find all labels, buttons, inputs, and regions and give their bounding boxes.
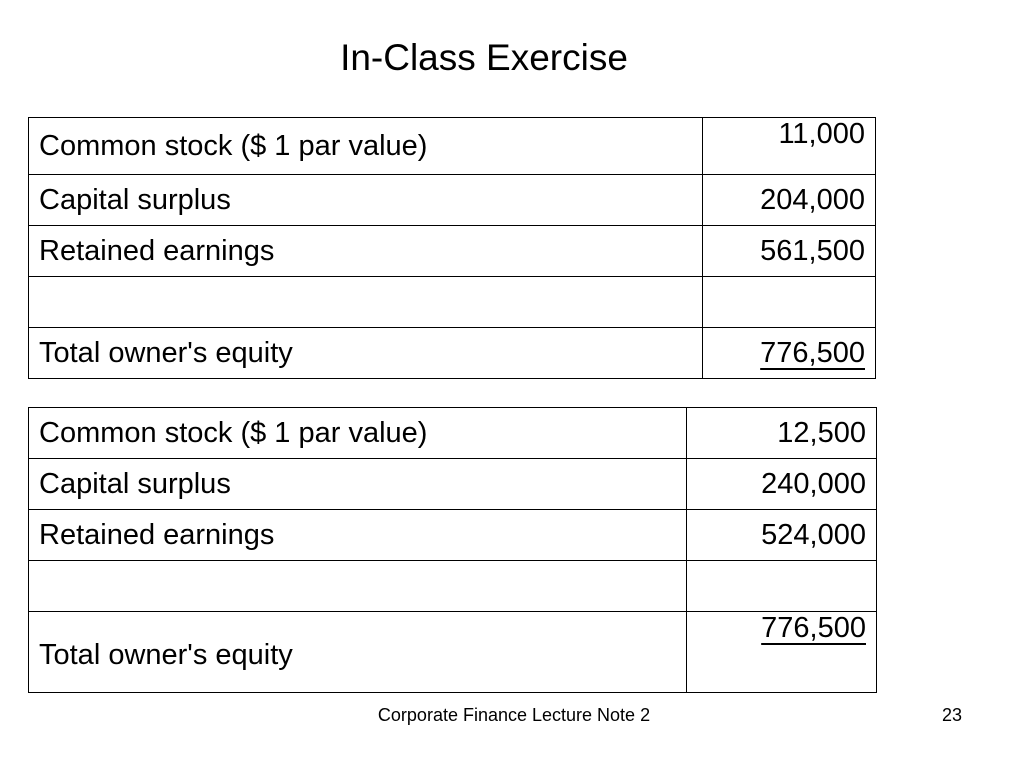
table-row [29,175,876,226]
row-value: 240,000 [687,459,877,510]
total-value [687,612,877,693]
row-label: Common stock ($ 1 par value) [29,118,703,175]
table-row [29,459,877,510]
total-value [703,328,876,379]
total-label: Total owner's equity [29,612,687,693]
row-label: Capital surplus [29,459,687,510]
total-label: Total owner's equity [29,328,703,379]
table-row-empty [29,561,877,612]
table-row-total [29,612,877,693]
table-row-empty [29,277,876,328]
footer-text: Corporate Finance Lecture Note 2 [377,705,651,725]
row-label: Capital surplus [29,175,703,226]
row-value [687,561,877,612]
row-value: 524,000 [687,510,877,561]
row-value: 561,500 [703,226,876,277]
table-row-total [29,328,876,379]
table-row [29,510,877,561]
equity-table-1 [28,117,876,379]
row-label: Retained earnings [29,226,703,277]
row-label [29,561,687,612]
slide-title: In-Class Exercise [340,37,628,78]
row-value: 12,500 [687,408,877,459]
equity-table-2 [28,407,877,693]
total-value-text: 776,500 [761,612,866,644]
row-label: Common stock ($ 1 par value) [29,408,687,459]
row-label [29,277,703,328]
row-value: 11,000 [703,118,876,175]
total-value-text: 776,500 [760,336,865,369]
row-value: 204,000 [703,175,876,226]
table-row [29,408,877,459]
row-label: Retained earnings [29,510,687,561]
row-value [703,277,876,328]
table-row [29,118,876,175]
table-row [29,226,876,277]
page-number: 23 [941,705,962,725]
